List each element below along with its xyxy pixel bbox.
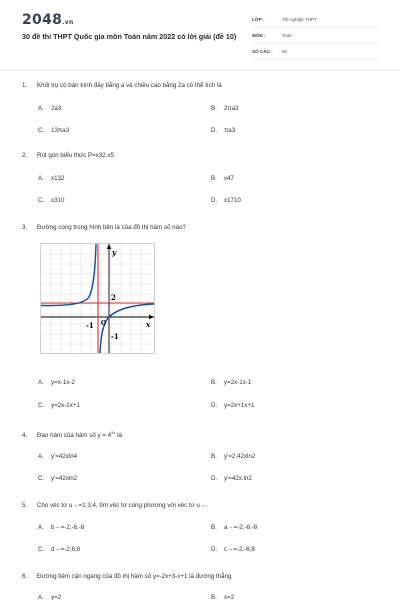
q6-option-a[interactable] (38, 594, 61, 600)
q4-option-c[interactable] (38, 475, 77, 482)
q1-option-c[interactable] (38, 127, 69, 134)
site-logo[interactable] (22, 12, 74, 28)
question-text: Đường tiệm cận ngang của đồ thị hàm số y=-2x+3-x+1 là đường thẳng (37, 573, 232, 580)
q2-option-a[interactable] (38, 175, 64, 182)
option-text: 2πa3 (224, 105, 239, 112)
label-neg1-x: -1 (86, 321, 94, 330)
y-axis-label: y (112, 248, 117, 257)
option-text: y=2x-1x-1 (224, 379, 252, 386)
label-2: 2 (111, 293, 116, 302)
meta-key: SỐ CÂU : (252, 49, 273, 54)
option-text: y'=42x.ln2 (224, 475, 252, 482)
curve-left-branch (41, 244, 96, 306)
option-label: A. (38, 594, 44, 600)
option-text: y=2x+1x+1 (224, 402, 255, 409)
option-text: y=2 (51, 594, 62, 600)
option-label: D. (211, 546, 218, 553)
meta-key: MÔN : (252, 33, 266, 38)
option-label: A. (38, 524, 44, 531)
meta-value: Tốt nghiệp THPT (282, 17, 317, 22)
option-text: x47 (224, 175, 234, 182)
q4-option-b[interactable] (211, 453, 255, 460)
option-text: y'=42xln2 (51, 475, 78, 482)
option-label: D. (211, 127, 218, 134)
option-text: πa3 (224, 127, 236, 134)
question-6-stem (22, 573, 231, 580)
q1-option-a[interactable] (38, 105, 61, 112)
question-number: 3. (22, 224, 28, 231)
origin-label: O (101, 320, 107, 327)
question-1-stem (22, 82, 222, 89)
meta-value: 50 (282, 49, 288, 54)
question-text-before: Đạo hàm của hàm số y = 4 (37, 432, 112, 440)
function-graph (40, 243, 155, 354)
option-text: x1710 (224, 197, 241, 204)
q6-option-b[interactable] (211, 594, 234, 600)
option-label: A. (38, 105, 44, 112)
question-2-stem (22, 152, 114, 159)
q3-option-a[interactable] (38, 379, 75, 386)
q3-option-d[interactable] (211, 402, 254, 409)
option-text: b→=-2;-6;-8 (51, 524, 85, 531)
option-text: y'=2.42xln2 (224, 453, 256, 460)
q4-option-a[interactable] (38, 453, 77, 460)
option-label: D. (211, 475, 218, 482)
question-text: Đường cong trong hình bên là của đồ thị hàm số nào? (37, 224, 186, 231)
option-text: y'=42xln4 (51, 453, 78, 460)
meta-key: LỚP : (252, 17, 265, 22)
graph-svg (41, 244, 154, 353)
option-label: A. (38, 453, 44, 460)
option-label: C. (38, 127, 45, 134)
option-text: x310 (51, 197, 65, 204)
meta-table (252, 12, 380, 60)
logo-suffix: .vn (62, 19, 74, 26)
header (0, 0, 400, 74)
question-4-stem (22, 430, 122, 439)
q3-option-c[interactable] (38, 402, 80, 409)
option-label: C. (38, 197, 45, 204)
question-text-after: là (115, 432, 122, 440)
question-5-stem (22, 502, 208, 509)
question-text: Khối trụ có bán kính đáy bằng a và chiều cao bằng 2a có thể tích là (37, 82, 222, 89)
option-text: 13πa3 (51, 127, 70, 134)
q2-option-c[interactable] (38, 197, 64, 204)
option-label: B. (211, 175, 217, 182)
question-3-stem (22, 224, 186, 231)
option-label: C. (38, 546, 45, 553)
option-text: d→=-2;6;8 (51, 546, 81, 553)
option-label: D. (211, 402, 218, 409)
question-number: 5. (22, 502, 28, 509)
option-text: y=x-1x-2 (51, 379, 75, 386)
option-text: a→=-2;-6;-8 (224, 524, 258, 531)
option-label: B. (211, 594, 217, 600)
option-label: A. (38, 379, 44, 386)
label-neg1-y: -1 (111, 332, 119, 341)
meta-row-subject (252, 28, 380, 44)
header-divider (0, 70, 400, 71)
option-text: x=2 (224, 594, 235, 600)
x-axis-label: x (146, 320, 151, 329)
q4-option-d[interactable] (211, 475, 252, 482)
meta-value: Toán (282, 33, 292, 38)
question-text: Rút gọn biểu thức P=x32.x5 (37, 152, 114, 159)
question-number: 1. (22, 82, 28, 89)
option-text: x132 (51, 175, 65, 182)
option-text: c→=-2;-6;8 (224, 546, 255, 553)
option-label: C. (38, 475, 45, 482)
question-text-exponent: 2x (111, 430, 116, 435)
q5-option-c[interactable] (38, 546, 80, 553)
question-text: Cho véc tơ u→=1;3;4, tìm véc tơ cùng phương với véc tơ u→. (37, 502, 208, 509)
meta-row-class (252, 12, 380, 28)
document-title: 30 đề thi THPT Quốc gia môn Toán năm 2022 có lời giải (đề 10) (22, 32, 237, 41)
option-label: B. (211, 105, 217, 112)
option-label: D. (211, 197, 218, 204)
option-text: 2a3 (51, 105, 62, 112)
q1-option-b[interactable] (211, 105, 239, 112)
option-label: B. (211, 379, 217, 386)
q5-option-d[interactable] (211, 546, 255, 553)
question-number: 2. (22, 152, 28, 159)
q5-option-b[interactable] (211, 524, 257, 531)
y-axis-arrow (107, 244, 111, 249)
option-label: B. (211, 524, 217, 531)
question-number: 6. (22, 573, 28, 580)
question-number: 4. (22, 432, 28, 440)
meta-row-count (252, 44, 380, 60)
option-label: B. (211, 453, 217, 460)
q1-option-d[interactable] (211, 127, 235, 134)
option-text: y=2x-1x+1 (51, 402, 80, 409)
q5-option-a[interactable] (38, 524, 84, 531)
logo-text: 2048 (22, 12, 63, 28)
x-axis-arrow (149, 315, 154, 319)
option-label: A. (38, 175, 44, 182)
option-label: C. (38, 402, 45, 409)
q2-option-b[interactable] (211, 175, 234, 182)
q3-option-b[interactable] (211, 379, 251, 386)
q2-option-d[interactable] (211, 197, 241, 204)
